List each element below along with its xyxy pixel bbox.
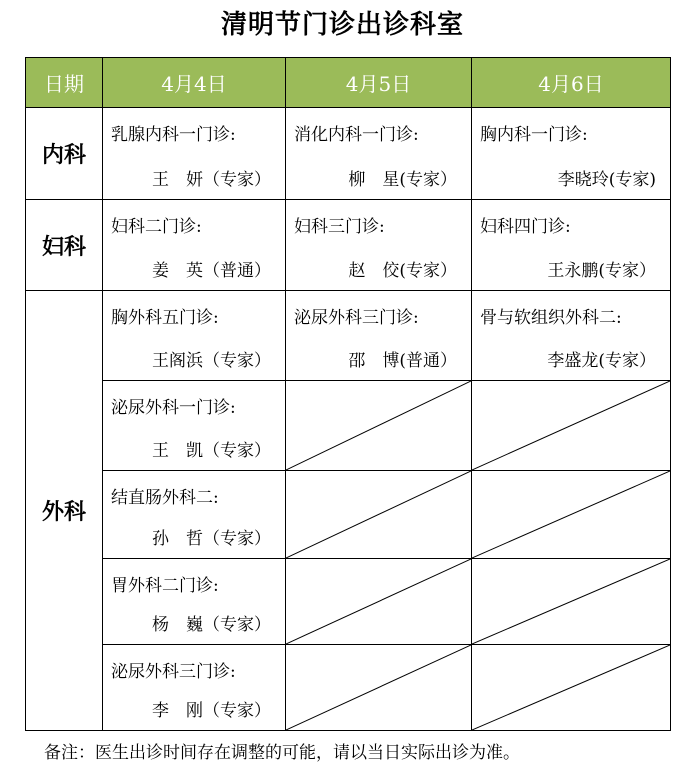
doctor-name: 杨 巍（专家） — [152, 615, 271, 635]
schedule-row — [26, 559, 671, 645]
clinic-name: 妇科四门诊: — [480, 217, 571, 237]
department-label: 外科 — [26, 291, 103, 731]
diagonal-strike-line — [472, 645, 670, 730]
schedule-row — [26, 381, 671, 471]
clinic-name: 妇科三门诊: — [294, 217, 385, 237]
clinic-cell — [103, 645, 286, 731]
clinic-cell — [103, 471, 286, 559]
clinic-cell — [103, 200, 286, 291]
clinic-name: 泌尿外科三门诊: — [111, 662, 236, 682]
diagonal-strike-line — [472, 471, 670, 558]
diagonal-strike-line — [472, 559, 670, 644]
department-label: 内科 — [26, 108, 103, 200]
page-title: 清明节门诊出诊科室 — [220, 10, 464, 40]
schedule-row — [26, 645, 671, 731]
empty-slot-cell — [286, 645, 472, 731]
empty-slot-cell — [472, 471, 671, 559]
clinic-name: 胃外科二门诊: — [111, 576, 219, 596]
day-header-1: 4月4日 — [103, 58, 286, 108]
doctor-name: 柳 星(专家） — [348, 170, 457, 190]
doctor-name: 李 刚（专家） — [152, 701, 271, 721]
header-row — [26, 58, 671, 108]
empty-slot-cell — [472, 645, 671, 731]
clinic-name: 胸外科五门诊: — [111, 308, 219, 328]
footnote: 备注：医生出诊时间存在调整的可能，请以当日实际出诊为准。 — [44, 743, 520, 763]
schedule-row — [26, 108, 671, 200]
schedule-table — [25, 57, 671, 731]
clinic-cell — [286, 108, 472, 200]
doctor-name: 赵 佼(专家） — [348, 261, 457, 281]
clinic-cell — [103, 559, 286, 645]
clinic-name: 乳腺内科一门诊: — [111, 125, 236, 145]
doctor-name: 王 妍（专家） — [152, 170, 271, 190]
diagonal-strike-line — [286, 471, 471, 558]
clinic-cell — [286, 200, 472, 291]
doctor-name: 王永鹏(专家） — [547, 261, 656, 281]
clinic-cell — [103, 381, 286, 471]
empty-slot-cell — [472, 381, 671, 471]
doctor-name: 王 凯（专家） — [152, 441, 271, 461]
schedule-row — [26, 200, 671, 291]
clinic-cell — [103, 291, 286, 381]
clinic-name: 消化内科一门诊: — [294, 125, 419, 145]
empty-slot-cell — [286, 559, 472, 645]
doctor-name: 李盛龙(专家） — [547, 351, 656, 371]
doctor-name: 王阁浜（专家） — [152, 351, 271, 371]
clinic-name: 妇科二门诊: — [111, 217, 202, 237]
clinic-name: 胸内科一门诊: — [480, 125, 588, 145]
day-header-3: 4月6日 — [472, 58, 671, 108]
schedule-row — [26, 291, 671, 381]
department-label: 妇科 — [26, 200, 103, 291]
clinic-name: 骨与软组织外科二: — [480, 308, 622, 328]
diagonal-strike-line — [472, 381, 670, 470]
clinic-name: 泌尿外科三门诊: — [294, 308, 419, 328]
doctor-name: 姜 英（普通） — [152, 261, 271, 281]
clinic-cell — [472, 200, 671, 291]
empty-slot-cell — [472, 559, 671, 645]
clinic-cell — [472, 108, 671, 200]
schedule-row — [26, 471, 671, 559]
clinic-cell — [286, 291, 472, 381]
doctor-name: 孙 哲（专家） — [152, 529, 271, 549]
diagonal-strike-line — [286, 645, 471, 730]
clinic-cell — [472, 291, 671, 381]
clinic-name: 结直肠外科二: — [111, 488, 219, 508]
clinic-cell — [103, 108, 286, 200]
clinic-name: 泌尿外科一门诊: — [111, 398, 236, 418]
date-header: 日期 — [26, 58, 103, 108]
diagonal-strike-line — [286, 559, 471, 644]
schedule-body — [26, 108, 671, 731]
diagonal-strike-line — [286, 381, 471, 470]
empty-slot-cell — [286, 471, 472, 559]
doctor-name: 邵 博(普通） — [348, 351, 457, 371]
day-header-2: 4月5日 — [286, 58, 472, 108]
doctor-name: 李晓玲(专家) — [557, 170, 656, 190]
empty-slot-cell — [286, 381, 472, 471]
